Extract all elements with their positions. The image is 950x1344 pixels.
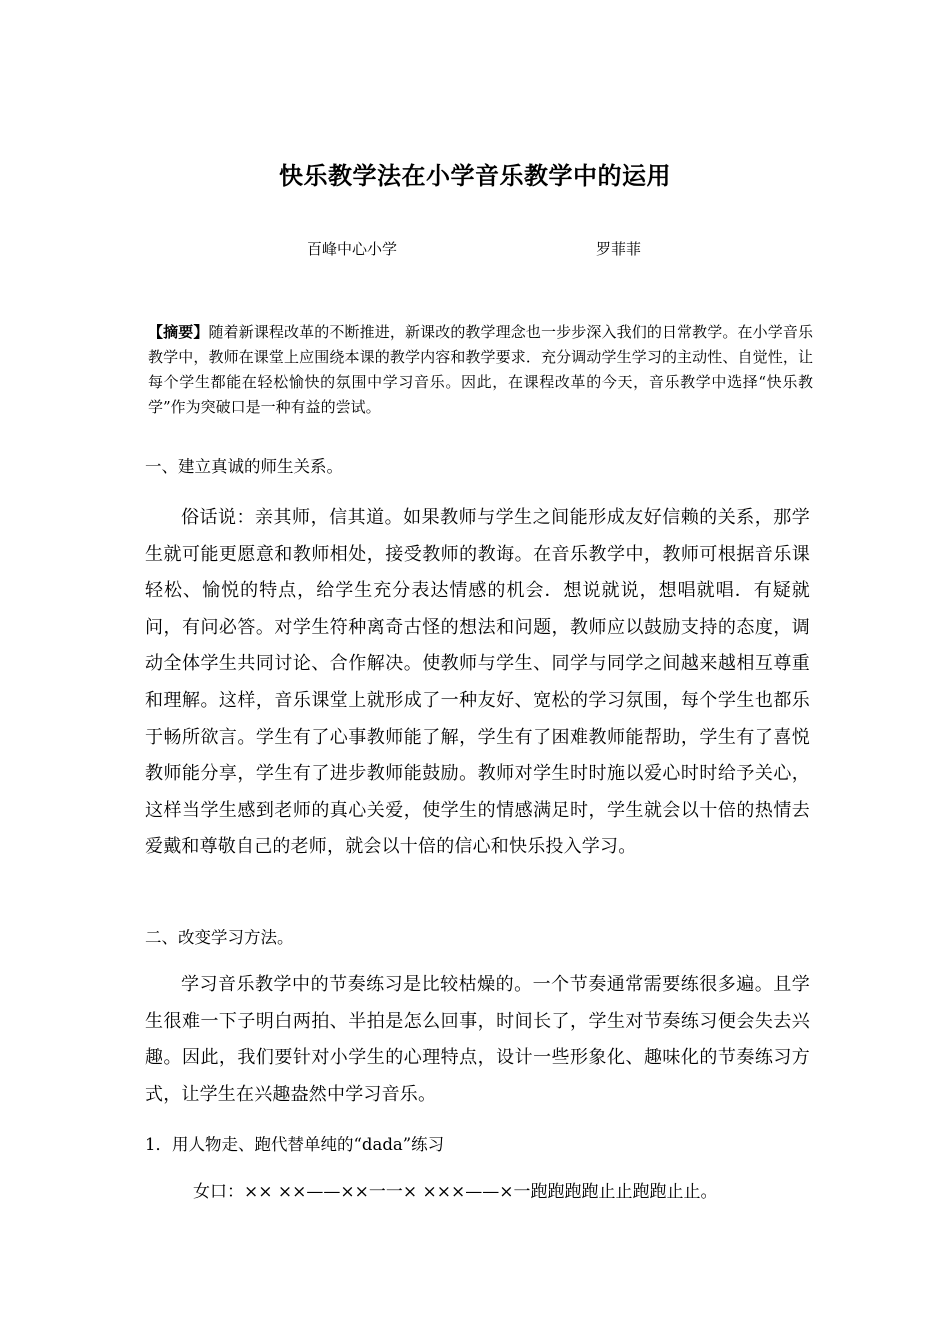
abstract	[148, 320, 813, 420]
school-name: 百峰中心小学	[307, 240, 398, 258]
rhythm-notation-line: 女口：×× ××——××一一× ×××——×一跑跑跑跑止止跑跑止止。	[193, 1182, 718, 1202]
subsection-1-heading: 1．用人物走、跑代替单纯的“dada”练习	[145, 1135, 445, 1154]
section-2-heading: 二、改变学习方法。	[145, 928, 294, 947]
author-name: 罗菲菲	[596, 240, 642, 258]
abstract-text: 随着新课程改革的不断推进，新课改的教学理念也一步步深入我们的日常教学。在小学音乐教学中，教师在课堂上应围绕本课的教学内容和教学要求．充分调动学生学习的主动性、自觉性，让每个学生都能在轻松愉快的氛围中学习音乐。因此，在课程改革的今天，音乐教学中选择“快乐教学”作为突破口是一种有益的尝试。	[148, 323, 813, 416]
document-title: 快乐教学法在小学音乐教学中的运用	[279, 161, 671, 190]
author-line	[0, 238, 950, 260]
section-1-heading: 一、建立真诚的师生关系。	[145, 457, 343, 476]
abstract-tag: 【摘要】	[148, 323, 209, 341]
section-2-paragraph: 学习音乐教学中的节奏练习是比较枯燥的。一个节奏通常需要练很多遍。且学生很难一下子明白两拍、半拍是怎么回事，时间长了，学生对节奏练习便会失去兴趣。因此，我们要针对小学生的心理特点，设计一些形象化、趣味化的节奏练习方式，让学生在兴趣盎然中学习音乐。	[145, 974, 810, 1105]
section-1-paragraph: 俗话说：亲其师，信其道。如果教师与学生之间能形成友好信赖的关系，那学生就可能更愿意和教师相处，接受教师的教诲。在音乐教学中，教师可根据音乐课轻松、愉悦的特点，给学生充分表达情感的机会．想说就说，想唱就唱．有疑就问，有问必答。对学生符种离奇古怪的想法和问题，教师应以鼓励支持的态度，调动全体学生共同讨论、合作解决。使教师与学生、同学与同学之间越来越相互尊重和理解。这样，音乐课堂上就形成了一种友好、宽松的学习氛围，每个学生也都乐于畅所欲言。学生有了心事教师能了解，学生有了困难教师能帮助，学生有了喜悦教师能分享，学生有了进步教师能鼓励。教师对学生时时施以爱心时时给予关心，这样当学生感到老师的真心关爱，使学生的情感满足时，学生就会以十倍的热情去爱戴和尊敬自己的老师，就会以十倍的信心和快乐投入学习。	[145, 507, 810, 858]
